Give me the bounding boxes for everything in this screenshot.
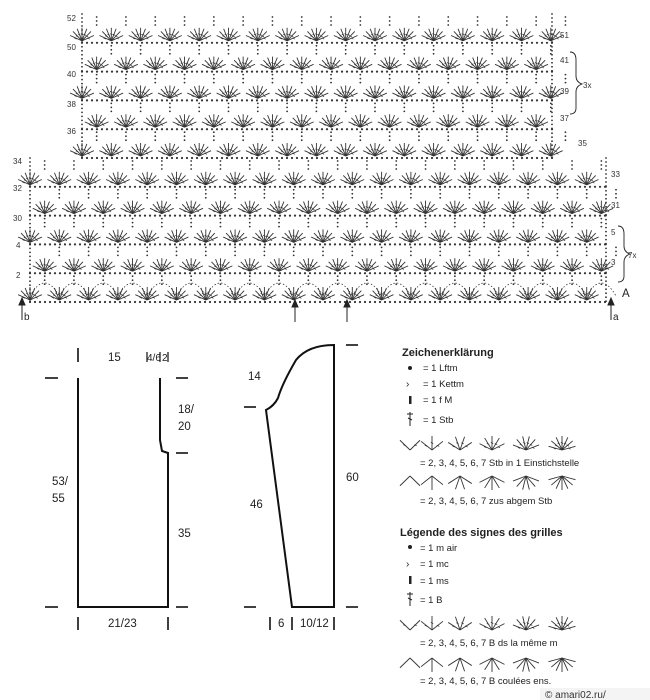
front-dim-shoulder: 2 bbox=[162, 353, 168, 364]
front-dim-neck: 4/6 bbox=[147, 353, 161, 364]
row-label-50: 50 bbox=[67, 43, 76, 52]
row-label-32: 32 bbox=[13, 184, 22, 193]
sleeve-dim-total: 60 bbox=[346, 472, 359, 484]
row-label-39: 39 bbox=[560, 87, 569, 96]
shell-decrease-icon bbox=[400, 658, 576, 672]
front-dim-side: 35 bbox=[178, 528, 191, 540]
double-crochet-icon bbox=[407, 412, 413, 426]
row-label-5: 5 bbox=[611, 228, 616, 237]
row-label-33: 33 bbox=[611, 170, 620, 179]
legend-fr-fan-b: = 2, 3, 4, 5, 6, 7 B coulées ens. bbox=[420, 676, 552, 687]
legend-fr-title: Légende des signes des grilles bbox=[400, 527, 563, 539]
repeat-label-top: 3x bbox=[583, 81, 592, 90]
row-label-31: 31 bbox=[611, 201, 620, 210]
legend-de-item-3: = 1 f M bbox=[423, 395, 453, 406]
sleeve-dim-bottom-right: 10/12 bbox=[300, 618, 329, 630]
sleeve-dim-bottom-left: 6 bbox=[278, 618, 285, 630]
row-label-34: 34 bbox=[13, 157, 22, 166]
row-label-38: 38 bbox=[67, 100, 76, 109]
row-label-52: 52 bbox=[67, 14, 76, 23]
double-crochet-icon bbox=[407, 592, 413, 606]
fan-group-icon bbox=[400, 436, 576, 450]
legend-fr-item-3: = 1 ms bbox=[420, 576, 449, 587]
row-label-36: 36 bbox=[67, 127, 76, 136]
watermark: © amari02.ru/ bbox=[545, 690, 606, 700]
sleeve-schematic bbox=[244, 345, 358, 630]
legend-de-title: Zeichenerklärung bbox=[402, 347, 494, 359]
legend-fr-fan-a: = 2, 3, 4, 5, 6, 7 B ds la même m bbox=[420, 638, 558, 649]
legend-de-fan-b: = 2, 3, 4, 5, 6, 7 zus abgem Stb bbox=[420, 496, 553, 507]
front-dim-height-2: 55 bbox=[52, 493, 65, 505]
front-dim-armhole-1: 18/ bbox=[178, 404, 194, 416]
single-crochet-icon bbox=[409, 396, 412, 404]
shell-decrease-icon bbox=[400, 476, 576, 490]
repeat-label-bottom: 7x bbox=[628, 251, 637, 260]
repeat-bracket-top bbox=[570, 52, 582, 114]
legend-fr-item-2: = 1 mc bbox=[420, 559, 449, 570]
fan-group-icon bbox=[400, 616, 576, 630]
legend-fr-item-1: = 1 m air bbox=[420, 543, 458, 554]
row-label-51: 51 bbox=[560, 31, 569, 40]
front-dim-height-1: 53/ bbox=[52, 476, 68, 488]
row-label-35: 35 bbox=[578, 139, 587, 148]
sleeve-dim-cap: 14 bbox=[248, 371, 261, 383]
legend-de-item-2: = 1 Kettm bbox=[423, 379, 464, 390]
slip-stitch-icon: › bbox=[406, 379, 410, 390]
stitch-grid bbox=[18, 13, 617, 303]
front-dim-bottom: 21/23 bbox=[108, 618, 137, 630]
legend-fr-item-4: = 1 B bbox=[420, 595, 443, 606]
row-label-4: 4 bbox=[16, 241, 21, 250]
row-label-2: 2 bbox=[16, 271, 21, 280]
row-label-30: 30 bbox=[13, 214, 22, 223]
marker-a: a bbox=[613, 312, 619, 323]
legend-de-item-1: = 1 Lftm bbox=[423, 363, 458, 374]
sleeve-dim-length: 46 bbox=[250, 499, 263, 511]
single-crochet-icon bbox=[409, 576, 412, 584]
legend-de-fan-a: = 2, 3, 4, 5, 6, 7 Stb in 1 Einstichstelle bbox=[420, 458, 580, 469]
row-label-37: 37 bbox=[560, 114, 569, 123]
slip-stitch-icon: › bbox=[406, 559, 410, 570]
front-dim-top: 15 bbox=[108, 352, 121, 364]
chain-stitch-icon bbox=[408, 545, 412, 549]
row-label-40: 40 bbox=[67, 70, 76, 79]
legend-de-item-4: = 1 Stb bbox=[423, 415, 454, 426]
front-dim-armhole-2: 20 bbox=[178, 421, 191, 433]
row-label-41: 41 bbox=[560, 56, 569, 65]
marker-b: b bbox=[24, 312, 30, 323]
row-label-3: 3 bbox=[611, 258, 616, 267]
front-schematic bbox=[45, 348, 188, 630]
chain-stitch-icon bbox=[408, 366, 412, 370]
marker-A: A bbox=[622, 288, 630, 300]
